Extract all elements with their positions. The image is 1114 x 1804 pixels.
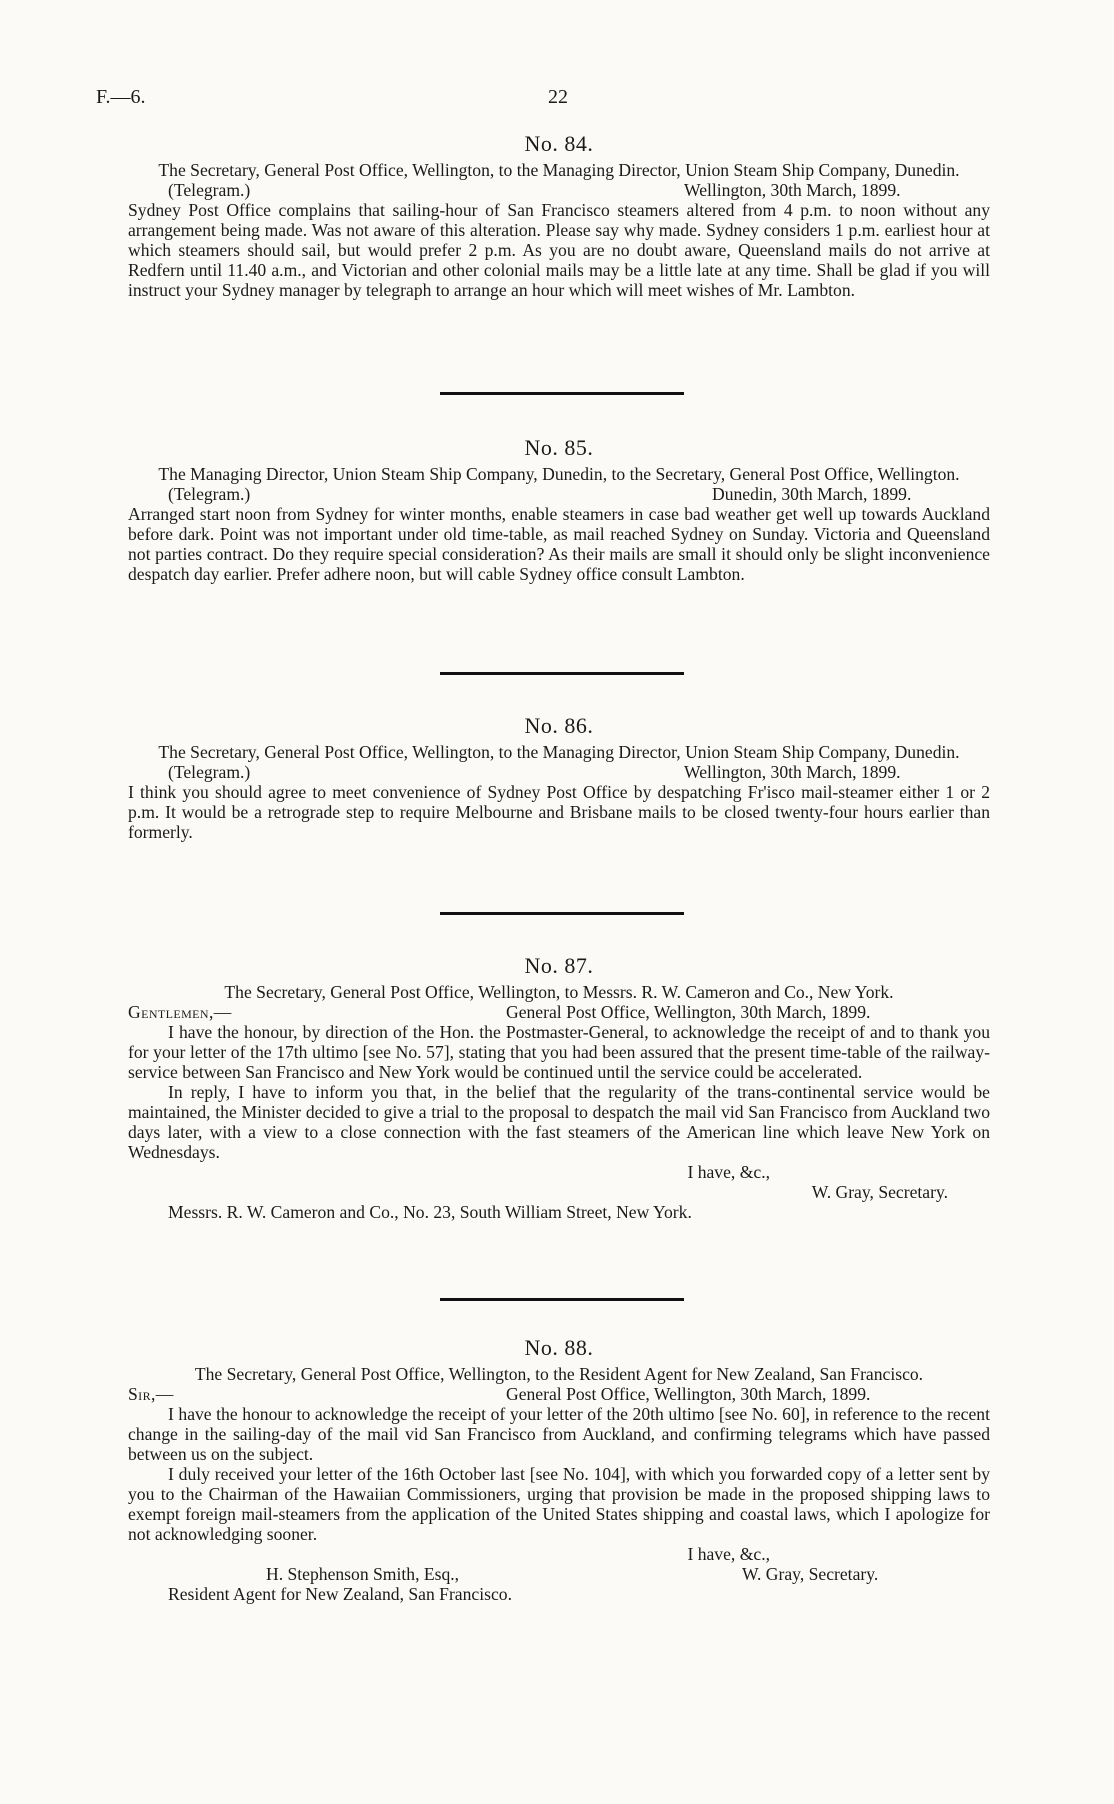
place-date: Wellington, 30th March, 1899. xyxy=(684,762,901,782)
paragraph: I have the honour, by direction of the Hon. the Postmaster-General, to acknowledge the receipt of and to thank you for your letter of the 17th ultimo [see No. 57], stating that you had been assured that the present time-table of the railway-service between San Francisco and New York would be continued until the service could be accelerated. xyxy=(128,1022,990,1082)
closing: I have, &c., xyxy=(687,1162,770,1182)
page-number: 22 xyxy=(548,86,568,108)
telegram-label: (Telegram.) xyxy=(168,180,251,200)
place-date: General Post Office, Wellington, 30th March, 1899. xyxy=(506,1002,871,1022)
signature: W. Gray, Secretary. xyxy=(811,1182,948,1202)
place-date: General Post Office, Wellington, 30th March, 1899. xyxy=(506,1384,871,1404)
signature: W. Gray, Secretary. xyxy=(742,1564,879,1584)
letter-number: No. 84. xyxy=(524,131,594,156)
telegram-label: (Telegram.) xyxy=(168,762,251,782)
letter-number: No. 87. xyxy=(524,953,594,978)
letter-heading: The Secretary, General Post Office, Wellington, to the Managing Director, Union Steam Ship Company, Dunedin. xyxy=(158,742,960,762)
letter-85 xyxy=(128,435,990,584)
addressee: Resident Agent for New Zealand, San Francisco. xyxy=(168,1584,512,1604)
addressee: Messrs. R. W. Cameron and Co., No. 23, South William Street, New York. xyxy=(168,1202,692,1222)
telegram-row xyxy=(128,180,990,200)
letter-88 xyxy=(128,1335,990,1604)
place-date: Wellington, 30th March, 1899. xyxy=(684,180,901,200)
telegram-row xyxy=(128,484,990,504)
letter-body xyxy=(128,1404,990,1544)
closing: I have, &c., xyxy=(687,1544,770,1564)
letter-86 xyxy=(128,713,990,842)
place-date: Dunedin, 30th March, 1899. xyxy=(712,484,912,504)
salutation: Gentlemen,— xyxy=(128,1002,232,1022)
letter-number: No. 86. xyxy=(524,713,594,738)
section-divider xyxy=(440,672,684,675)
salutation: Sir,— xyxy=(128,1384,174,1404)
salutation-row xyxy=(128,1002,990,1022)
letter-heading: The Managing Director, Union Steam Ship Company, Dunedin, to the Secretary, General Post Office, Wellington. xyxy=(158,464,960,484)
section-divider xyxy=(440,1298,684,1301)
addressee-name: H. Stephenson Smith, Esq., xyxy=(266,1564,460,1584)
telegram-row xyxy=(128,762,990,782)
letter-body: Arranged start noon from Sydney for winter months, enable steamers in case bad weather get well up towards Auckland before dark. Point was not important under old time-table, as mail reached Sydney on Sunday. Victoria and Queensland not parties contract. Do they require special consideration? As their mails are small it should only be slight inconvenience despatch day earlier. Prefer adhere noon, but will cable Sydney office consult Lambton. xyxy=(128,504,990,584)
series-reference: F.—6. xyxy=(96,86,146,108)
section-divider xyxy=(440,912,684,915)
letter-body: Sydney Post Office complains that sailing-hour of San Francisco steamers altered from 4 p.m. to noon without any arrangement being made. Was not aware of this alteration. Please say why made. Sydney considers 1 p.m. earliest hour at which steamers should sail, but would prefer 2 p.m. As you are no doubt aware, Queensland mails do not arrive at Redfern until 11.40 a.m., and Victorian and other colonial mails may be a little late at any time. Shall be glad if you will instruct your Sydney manager by telegraph to arrange an hour which will meet wishes of Mr. Lambton. xyxy=(128,200,990,300)
letter-heading: The Secretary, General Post Office, Wellington, to the Resident Agent for New Zealand, San Francisco. xyxy=(194,1364,924,1384)
letter-heading: The Secretary, General Post Office, Wellington, to Messrs. R. W. Cameron and Co., New York. xyxy=(224,982,894,1002)
letter-body xyxy=(128,1022,990,1162)
letter-number: No. 85. xyxy=(524,435,594,460)
letter-body: I think you should agree to meet convenience of Sydney Post Office by despatching Fr'isco mail-steamer either 1 or 2 p.m. It would be a retrograde step to require Melbourne and Brisbane mails to be closed twenty-four hours earlier than formerly. xyxy=(128,782,990,842)
telegram-label: (Telegram.) xyxy=(168,484,251,504)
paragraph: In reply, I have to inform you that, in the belief that the regularity of the trans-continental service would be maintained, the Minister decided to give a trial to the proposal to despatch the mail vid San Francisco from Auckland two days later, with a view to a close connection with the fast steamers of the American line which leave New York on Wednesdays. xyxy=(128,1082,990,1162)
signature-row xyxy=(128,1564,990,1584)
section-divider xyxy=(440,392,684,395)
paragraph: I have the honour to acknowledge the receipt of your letter of the 20th ultimo [see No. 60], in reference to the recent change in the sailing-day of the mail vid San Francisco from Auckland, and confirming telegrams which have passed between us on the subject. xyxy=(128,1404,990,1464)
letter-number: No. 88. xyxy=(524,1335,594,1360)
paragraph: I duly received your letter of the 16th October last [see No. 104], with which you forwarded copy of a letter sent by you to the Chairman of the Hawaiian Commissioners, urging that provision be made in the proposed shipping laws to exempt foreign mail-steamers from the application of the United States shipping and coastal laws, which I apologize for not acknowledging sooner. xyxy=(128,1464,990,1544)
letter-heading: The Secretary, General Post Office, Wellington, to the Managing Director, Union Steam Ship Company, Dunedin. xyxy=(158,160,960,180)
salutation-row xyxy=(128,1384,990,1404)
letter-84 xyxy=(128,131,990,300)
letter-87 xyxy=(128,953,990,1222)
